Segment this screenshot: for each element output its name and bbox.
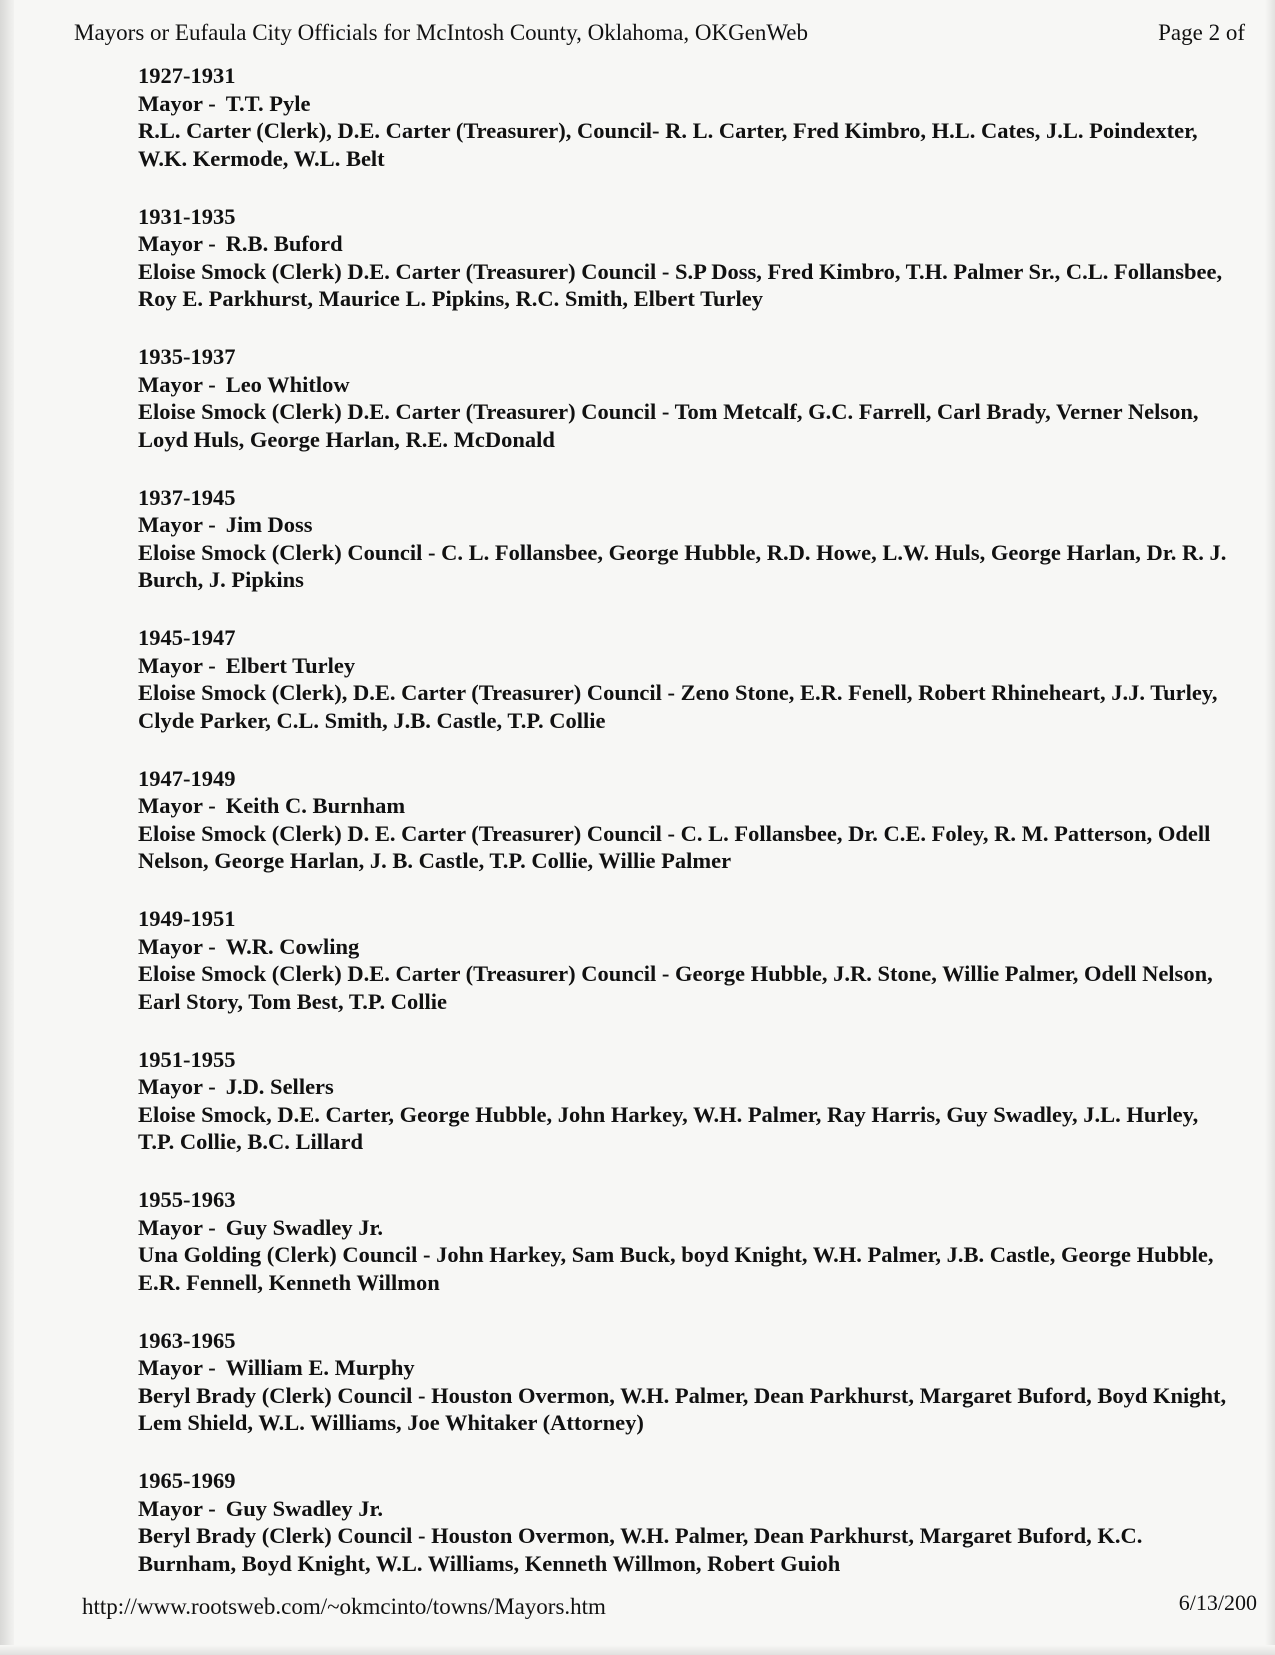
term-entry (138, 1186, 1238, 1327)
mayor-name: Guy Swadley Jr. (225, 1214, 384, 1240)
mayor-name: Guy Swadley Jr. (225, 1495, 384, 1521)
mayor-name: T.T. Pyle (225, 90, 311, 116)
mayor-label: Mayor - (138, 1074, 216, 1099)
footer-url: http://www.rootsweb.com/~okmcinto/towns/Mayors.htm (82, 1594, 606, 1619)
term-years: 1931-1935 (138, 203, 236, 229)
council-members: Una Golding (Clerk) Council - John Harkey, Sam Buck, boyd Knight, W.H. Palmer, J.B. Castle, George Hubble, E.R. Fennell, Kenneth Willmon (138, 1242, 1214, 1295)
term-entry (138, 1327, 1238, 1468)
term-entry (138, 624, 1238, 765)
term-years: 1935-1937 (138, 344, 236, 369)
mayor-name: Elbert Turley (225, 652, 356, 678)
term-years: 1955-1963 (138, 1187, 236, 1212)
council-members: Eloise Smock (Clerk) D.E. Carter (Treasurer) Council - Tom Metcalf, G.C. Farrell, Carl Brady, Verner Nelson, Loyd Huls, George Harlan, R.E. McDonald (138, 399, 1199, 452)
term-years: 1945-1947 (138, 625, 236, 650)
mayor-line (138, 1495, 1238, 1523)
council-members: Eloise Smock (Clerk) D.E. Carter (Treasurer) Council - George Hubble, J.R. Stone, Willie Palmer, Odell Nelson, Earl Story, Tom Best, T.P. Collie (138, 961, 1213, 1014)
term-entry (138, 62, 1238, 203)
mayor-line (138, 511, 1238, 539)
footer-date: 6/13/200 (1178, 1590, 1257, 1615)
term-years: 1949-1951 (138, 906, 236, 931)
mayor-line (138, 1354, 1238, 1382)
mayor-name: William E. Murphy (225, 1355, 415, 1380)
mayor-label: Mayor - (138, 231, 216, 256)
mayor-name: Leo Whitlow (225, 371, 350, 397)
council-members: Eloise Smock (Clerk) Council - C. L. Follansbee, George Hubble, R.D. Howe, L.W. Huls, George Harlan, Dr. R. J. Burch, J. Pipkins (138, 539, 1227, 592)
mayor-label: Mayor - (138, 652, 216, 678)
mayor-line (138, 1214, 1238, 1242)
term-years: 1951-1955 (138, 1046, 236, 1072)
term-entry (138, 1046, 1238, 1187)
term-entry (138, 765, 1238, 906)
term-entry (138, 343, 1238, 484)
mayor-name: R.B. Buford (225, 231, 343, 256)
mayor-name: W.R. Cowling (225, 933, 360, 959)
term-years: 1963-1965 (138, 1327, 236, 1353)
mayor-label: Mayor - (138, 793, 216, 818)
council-members: Eloise Smock (Clerk) D. E. Carter (Treasurer) Council - C. L. Follansbee, Dr. C.E. Foley, R. M. Patterson, Odell Nelson, George Harlan, J. B. Castle, T.P. Collie, Willie Palmer (138, 820, 1211, 873)
mayor-label: Mayor - (138, 512, 216, 537)
term-entry (138, 905, 1238, 1046)
mayor-line (138, 792, 1238, 820)
mayor-line (138, 933, 1238, 961)
council-members: Beryl Brady (Clerk) Council - Houston Overmon, W.H. Palmer, Dean Parkhurst, Margaret Buford, Boyd Knight, Lem Shield, W.L. Williams, Joe Whitaker (Attorney) (138, 1382, 1227, 1435)
mayor-name: Keith C. Burnham (225, 793, 406, 818)
page-title: Mayors or Eufaula City Officials for McIntosh County, Oklahoma, OKGenWeb (74, 20, 809, 45)
mayor-name: J.D. Sellers (225, 1074, 334, 1099)
council-members: Eloise Smock (Clerk), D.E. Carter (Treasurer) Council - Zeno Stone, E.R. Fenell, Robert Rhineheart, J.J. Turley, Clyde Parker, C.L. Smith, J.B. Castle, T.P. Collie (138, 680, 1218, 733)
mayor-line (138, 652, 1238, 680)
mayor-line (138, 90, 1238, 118)
council-members: Beryl Brady (Clerk) Council - Houston Overmon, W.H. Palmer, Dean Parkhurst, Margaret Buford, K.C. Burnham, Boyd Knight, W.L. Williams, Kenneth Willmon, Robert Guioh (138, 1523, 1143, 1576)
mayor-line (138, 1073, 1238, 1101)
term-entry (138, 203, 1238, 344)
council-members: Eloise Smock (Clerk) D.E. Carter (Treasurer) Council - S.P Doss, Fred Kimbro, T.H. Palmer Sr., C.L. Follansbee, Roy E. Parkhurst, Maurice L. Pipkins, R.C. Smith, Elbert Turley (138, 258, 1223, 311)
scan-edge-bottom (0, 1645, 1275, 1655)
term-years: 1937-1945 (138, 484, 236, 510)
mayor-line (138, 230, 1238, 258)
mayor-label: Mayor - (138, 1214, 216, 1240)
mayor-name: Jim Doss (225, 512, 313, 537)
term-entry (138, 1467, 1238, 1608)
mayor-label: Mayor - (138, 933, 216, 959)
term-years: 1965-1969 (138, 1468, 236, 1493)
mayor-label: Mayor - (138, 371, 216, 397)
officials-list (138, 62, 1238, 1608)
term-years: 1927-1931 (138, 63, 236, 88)
mayor-line (138, 371, 1238, 399)
scan-edge-right (1265, 0, 1275, 1655)
council-members: R.L. Carter (Clerk), D.E. Carter (Treasurer), Council- R. L. Carter, Fred Kimbro, H.L. Cates, J.L. Poindexter, W.K. Kermode, W.L. Belt (138, 118, 1198, 171)
mayor-label: Mayor - (138, 1355, 216, 1380)
mayor-label: Mayor - (138, 90, 216, 116)
mayor-label: Mayor - (138, 1495, 216, 1521)
page-number: Page 2 of (1158, 20, 1245, 45)
council-members: Eloise Smock, D.E. Carter, George Hubble, John Harkey, W.H. Palmer, Ray Harris, Guy Swadley, J.L. Hurley, T.P. Collie, B.C. Lillard (138, 1101, 1199, 1154)
term-years: 1947-1949 (138, 765, 236, 791)
scan-edge-left (0, 0, 14, 1655)
term-entry (138, 484, 1238, 625)
